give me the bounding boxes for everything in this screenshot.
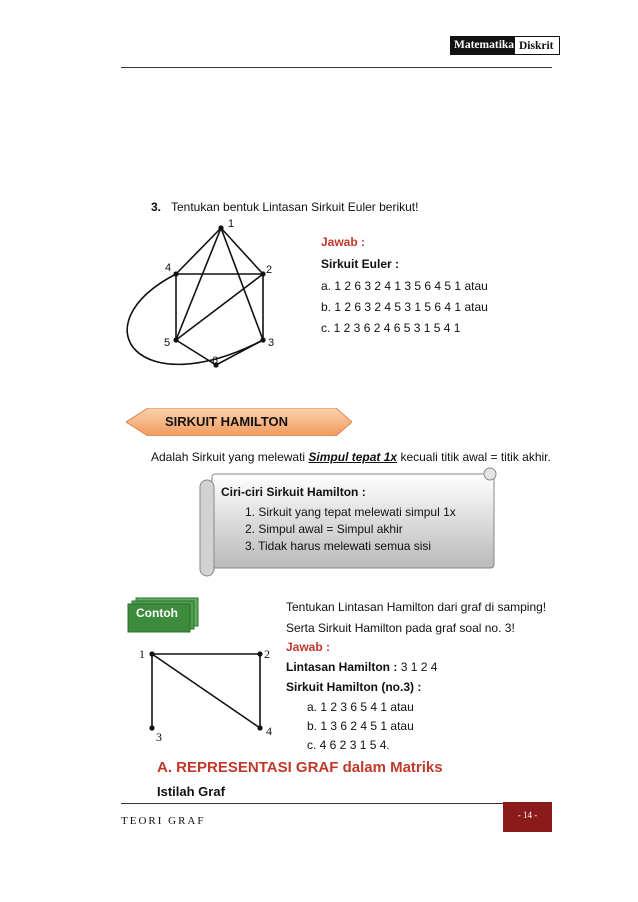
hamilton-node-3 [149, 725, 154, 730]
definition-prefix: Adalah Sirkuit yang melewati [151, 450, 309, 464]
hamilton-label-1: 1 [139, 647, 145, 661]
contoh-label: Contoh [136, 606, 178, 620]
euler-edge-6-3 [216, 340, 263, 365]
euler-edge-1-4 [176, 228, 221, 274]
ciri-item-1: 1. Sirkuit yang tepat melewati simpul 1x [245, 505, 456, 519]
hamilton-node-2 [257, 651, 262, 656]
ciri-item-2: 2. Simpul awal = Simpul akhir [245, 522, 403, 536]
euler-node-5 [173, 337, 178, 342]
lintasan-label: Lintasan Hamilton : [286, 660, 398, 674]
euler-answer-b: b. 1 2 6 3 2 4 5 3 1 5 6 4 1 atau [321, 300, 488, 314]
euler-node-2 [260, 271, 265, 276]
hamilton-node-1 [149, 651, 154, 656]
euler-answer-c: c. 1 2 3 6 2 4 6 5 3 1 5 4 1 [321, 321, 461, 335]
definition-suffix: kecuali titik awal = titik akhir. [397, 450, 551, 464]
euler-node-4 [173, 271, 178, 276]
section-a-title: A. REPRESENTASI GRAF dalam Matriks [157, 759, 443, 776]
contoh-jawab: Jawab : [286, 640, 331, 654]
euler-label-5: 5 [164, 337, 171, 349]
euler-node-1 [218, 225, 223, 230]
euler-node-3 [260, 337, 265, 342]
header-rule [121, 67, 552, 68]
hamilton-label-2: 2 [264, 647, 270, 661]
lintasan-value: 3 1 2 4 [400, 660, 438, 674]
euler-label-1: 1 [228, 218, 235, 230]
ciri-item-3: 3. Tidak harus melewati semua sisi [245, 539, 432, 553]
euler-edge-1-2 [221, 228, 263, 274]
header-tag-left: Matematika [450, 36, 514, 55]
section-a-subtitle: Istilah Graf [157, 784, 225, 799]
euler-label-6: 6 [212, 355, 219, 367]
hamilton-graph [132, 640, 282, 745]
euler-label: Sirkuit Euler : [321, 257, 400, 271]
header-tag-right: Diskrit [514, 36, 560, 55]
problem-text: Tentukan bentuk Lintasan Sirkuit Euler berikut! [171, 200, 419, 214]
page-number: - 14 - [503, 802, 552, 832]
contoh-line-1: Tentukan Lintasan Hamilton dari graf di samping! [286, 600, 547, 614]
euler-jawab: Jawab : [321, 235, 366, 249]
euler-label-3: 3 [268, 337, 275, 349]
sirkuit-hamilton-label: Sirkuit Hamilton (no.3) : [286, 680, 422, 694]
euler-answer-a: a. 1 2 6 3 2 4 1 3 5 6 4 5 1 atau [321, 279, 488, 293]
euler-label-2: 2 [266, 264, 273, 276]
footer-rule [121, 803, 552, 804]
hamilton-label-3: 3 [156, 730, 162, 744]
euler-edge-5-6 [176, 340, 219, 367]
contoh-line-2: Serta Sirkuit Hamilton pada graf soal no. 3! [286, 621, 515, 635]
definition-emphasis: Simpul tepat 1x [308, 450, 398, 464]
euler-edge-1-3 [221, 228, 263, 340]
problem-number: 3. [151, 200, 162, 214]
hamilton-definition [151, 450, 551, 464]
hamilton-banner-label: SIRKUIT HAMILTON [165, 414, 289, 429]
footer-title: TEORI GRAF [121, 815, 206, 827]
euler-label-4: 4 [165, 262, 172, 274]
hamilton-answer-b: b. 1 3 6 2 4 5 1 atau [307, 719, 414, 733]
lintasan-row [286, 660, 437, 674]
hamilton-answer-a: a. 1 2 3 6 5 4 1 atau [307, 700, 414, 714]
hamilton-label-4: 4 [266, 724, 272, 738]
hamilton-answer-c: c. 4 6 2 3 1 5 4. [307, 738, 390, 752]
ciri-title: Ciri-ciri Sirkuit Hamilton : [221, 485, 366, 499]
hamilton-node-4 [257, 725, 262, 730]
hamilton-edge-1-4 [152, 654, 260, 728]
euler-graph [118, 215, 318, 385]
